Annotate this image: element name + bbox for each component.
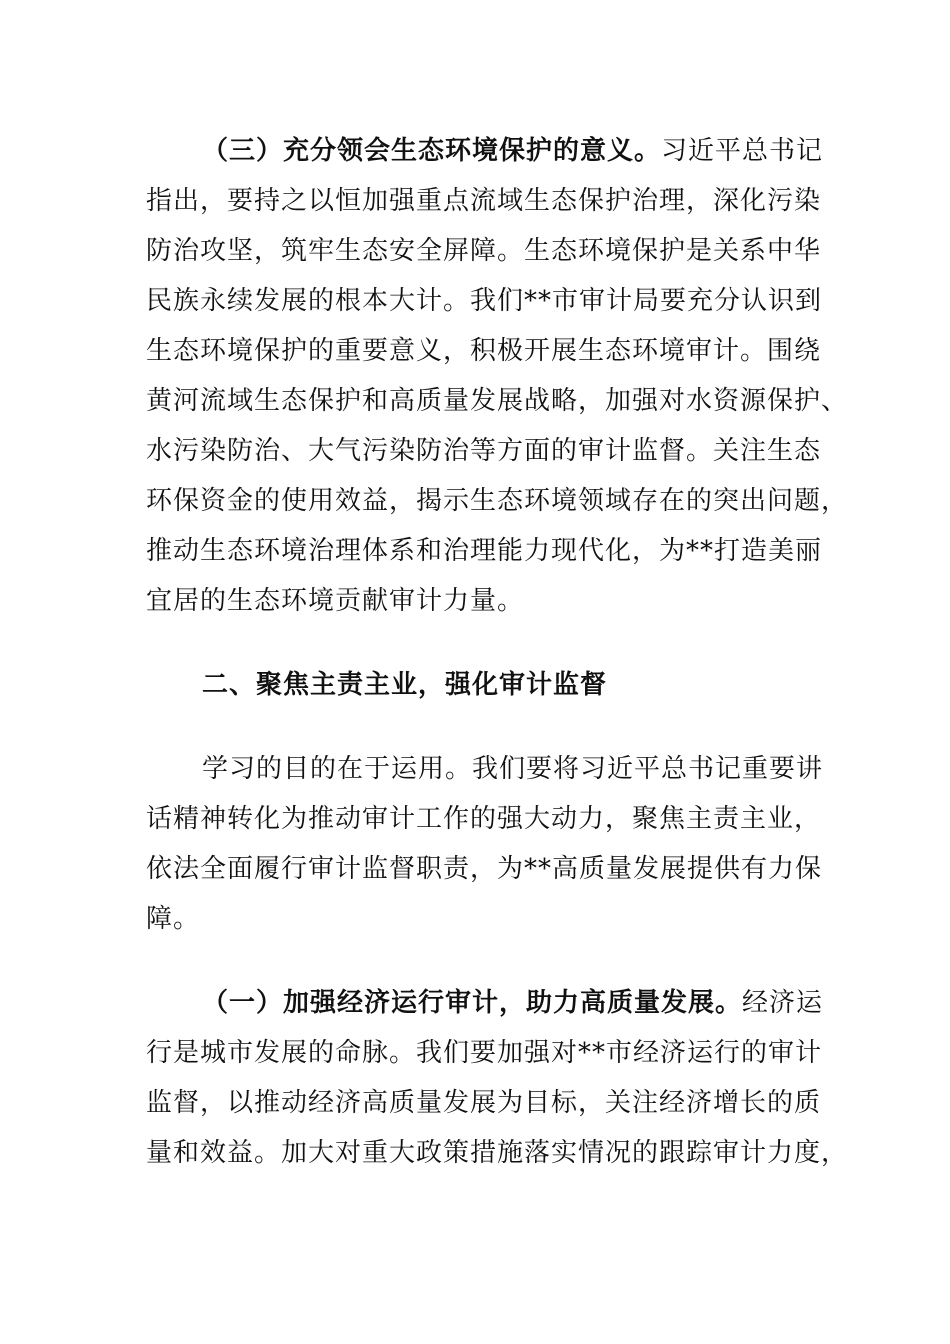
paragraph-line: 依法全面履行审计监督职责，为**高质量发展提供有力保 (146, 854, 823, 884)
paragraph-line: 行是城市发展的命脉。我们要加强对**市经济运行的审计 (146, 1038, 823, 1068)
section-heading: （三）充分领会生态环境保护的意义。 (202, 136, 662, 166)
paragraph-text: 经济运 (742, 988, 824, 1018)
paragraph-line: 指出，要持之以恒加强重点流域生态保护治理，深化污染 (146, 186, 822, 216)
paragraph-line: 监督，以推动经济高质量发展为目标，关注经济增长的质 (146, 1088, 822, 1118)
paragraph-line (202, 134, 823, 168)
paragraph-line: 宜居的生态环境贡献审计力量。 (146, 586, 525, 616)
paragraph-line: 障。 (146, 904, 201, 934)
paragraph-line: 黄河流域生态保护和高质量发展战略，加强对水资源保护、 (146, 386, 849, 416)
paragraph-line: 推动生态环境治理体系和治理能力现代化，为**打造美丽 (146, 536, 823, 566)
part-heading: 二、聚焦主责主业，强化审计监督 (202, 670, 608, 700)
paragraph-line: 生态环境保护的重要意义，积极开展生态环境审计。围绕 (146, 336, 822, 366)
paragraph-line: 量和效益。加大对重大政策措施落实情况的跟踪审计力度， (146, 1138, 849, 1168)
paragraph-line: 环保资金的使用效益，揭示生态环境领域存在的突出问题， (146, 486, 849, 516)
paragraph-line: 学习的目的在于运用。我们要将习近平总书记重要讲 (202, 754, 824, 784)
paragraph-text: 习近平总书记 (661, 136, 824, 166)
paragraph-line: 水污染防治、大气污染防治等方面的审计监督。关注生态 (146, 436, 822, 466)
paragraph-line (202, 986, 823, 1020)
section-heading: （一）加强经济运行审计，助力高质量发展。 (202, 988, 743, 1018)
paragraph-line: 防治攻坚，筑牢生态安全屏障。生态环境保护是关系中华 (146, 236, 822, 266)
paragraph-line: 话精神转化为推动审计工作的强大动力，聚焦主责主业， (146, 804, 822, 834)
paragraph-line: 民族永续发展的根本大计。我们**市审计局要充分认识到 (146, 286, 823, 316)
